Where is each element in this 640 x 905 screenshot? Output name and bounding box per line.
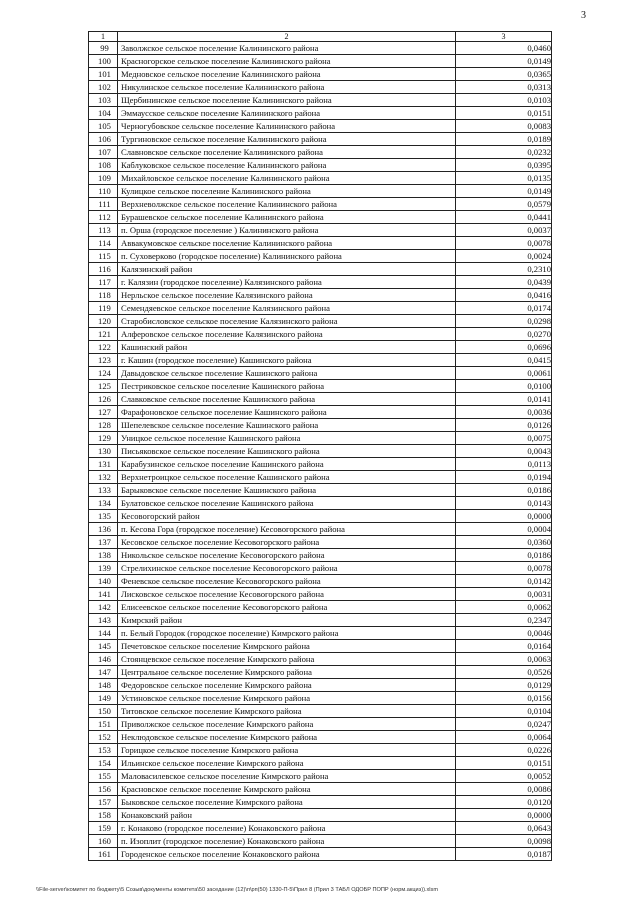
row-number: 133 <box>89 484 118 497</box>
municipality-name: Федоровское сельское поселение Кимрского района <box>118 679 456 692</box>
coefficient-value: 0,0046 <box>456 627 552 640</box>
coefficient-value: 0,0186 <box>456 549 552 562</box>
row-number: 142 <box>89 601 118 614</box>
table-row <box>89 224 552 237</box>
municipality-name: Титовское сельское поселение Кимрского района <box>118 705 456 718</box>
row-number: 138 <box>89 549 118 562</box>
table-row <box>89 757 552 770</box>
header-col-3: 3 <box>456 32 552 42</box>
row-number: 110 <box>89 185 118 198</box>
municipality-name: Семендяевское сельское поселение Калязинского района <box>118 302 456 315</box>
table-row <box>89 341 552 354</box>
row-number: 123 <box>89 354 118 367</box>
row-number: 155 <box>89 770 118 783</box>
municipality-name: Маловасилевское сельское поселение Кимрского района <box>118 770 456 783</box>
municipality-name: Лисковское сельское поселение Кесовогорского района <box>118 588 456 601</box>
municipality-name: Тургиновское сельское поселение Калининского района <box>118 133 456 146</box>
municipality-name: Старобисловское сельское поселение Калязинского района <box>118 315 456 328</box>
row-number: 132 <box>89 471 118 484</box>
page-number: 3 <box>581 10 586 21</box>
coefficient-value: 0,2347 <box>456 614 552 627</box>
municipality-name: Стрелихинское сельское поселение Кесовогорского района <box>118 562 456 575</box>
row-number: 126 <box>89 393 118 406</box>
municipality-name: Щербининское сельское поселение Калининского района <box>118 94 456 107</box>
row-number: 117 <box>89 276 118 289</box>
row-number: 105 <box>89 120 118 133</box>
row-number: 139 <box>89 562 118 575</box>
coefficient-value: 0,0270 <box>456 328 552 341</box>
row-number: 130 <box>89 445 118 458</box>
coefficient-value: 0,0151 <box>456 757 552 770</box>
row-number: 108 <box>89 159 118 172</box>
table-row <box>89 458 552 471</box>
municipality-name: Центральное сельское поселение Кимрского района <box>118 666 456 679</box>
table-row <box>89 211 552 224</box>
coefficient-value: 0,0086 <box>456 783 552 796</box>
coefficient-value: 0,0031 <box>456 588 552 601</box>
row-number: 158 <box>89 809 118 822</box>
coefficient-value: 0,2310 <box>456 263 552 276</box>
coefficient-value: 0,0232 <box>456 146 552 159</box>
municipality-name: п. Орша (городское поселение ) Калининского района <box>118 224 456 237</box>
coefficient-value: 0,0187 <box>456 848 552 861</box>
table-row <box>89 640 552 653</box>
row-number: 135 <box>89 510 118 523</box>
municipality-name: Никольское сельское поселение Кесовогорского района <box>118 549 456 562</box>
coefficient-value: 0,0149 <box>456 55 552 68</box>
table-row <box>89 133 552 146</box>
table-row <box>89 679 552 692</box>
municipality-name: Шепелевское сельское поселение Кашинского района <box>118 419 456 432</box>
row-number: 114 <box>89 237 118 250</box>
row-number: 112 <box>89 211 118 224</box>
municipality-name: Славновское сельское поселение Калининского района <box>118 146 456 159</box>
table-row <box>89 588 552 601</box>
row-number: 145 <box>89 640 118 653</box>
table-row <box>89 172 552 185</box>
coefficient-value: 0,0441 <box>456 211 552 224</box>
coefficient-value: 0,0061 <box>456 367 552 380</box>
row-number: 101 <box>89 68 118 81</box>
coefficient-value: 0,0415 <box>456 354 552 367</box>
table-row <box>89 627 552 640</box>
table-row <box>89 406 552 419</box>
municipality-name: Уницкое сельское поселение Кашинского района <box>118 432 456 445</box>
coefficient-value: 0,0298 <box>456 315 552 328</box>
coefficient-value: 0,0024 <box>456 250 552 263</box>
coefficient-value: 0,0075 <box>456 432 552 445</box>
coefficient-value: 0,0247 <box>456 718 552 731</box>
municipality-name: Елисеевское сельское поселение Кесовогорского района <box>118 601 456 614</box>
coefficient-value: 0,0098 <box>456 835 552 848</box>
municipality-name: Михайловское сельское поселение Калининского района <box>118 172 456 185</box>
coefficient-value: 0,0037 <box>456 224 552 237</box>
coefficient-value: 0,0129 <box>456 679 552 692</box>
coefficient-value: 0,0151 <box>456 107 552 120</box>
municipality-name: г. Конаково (городское поселение) Конаковского района <box>118 822 456 835</box>
coefficient-value: 0,0186 <box>456 484 552 497</box>
municipality-name: Никулинское сельское поселение Калининского района <box>118 81 456 94</box>
coefficient-value: 0,0143 <box>456 497 552 510</box>
row-number: 102 <box>89 81 118 94</box>
row-number: 129 <box>89 432 118 445</box>
table-row <box>89 848 552 861</box>
coefficient-value: 0,0083 <box>456 120 552 133</box>
coefficient-value: 0,0174 <box>456 302 552 315</box>
table-row <box>89 81 552 94</box>
row-number: 100 <box>89 55 118 68</box>
municipality-name: Горицкое сельское поселение Кимрского района <box>118 744 456 757</box>
municipality-name: Кулицкое сельское поселение Калининского района <box>118 185 456 198</box>
table-row <box>89 822 552 835</box>
municipality-name: Каблуковское сельское поселение Калининского района <box>118 159 456 172</box>
row-number: 136 <box>89 523 118 536</box>
municipality-name: Приволжское сельское поселение Кимрского района <box>118 718 456 731</box>
table-row <box>89 601 552 614</box>
coefficient-value: 0,0120 <box>456 796 552 809</box>
row-number: 125 <box>89 380 118 393</box>
coefficient-value: 0,0004 <box>456 523 552 536</box>
row-number: 116 <box>89 263 118 276</box>
table-row <box>89 250 552 263</box>
municipality-name: Кесовское сельское поселение Кесовогорского района <box>118 536 456 549</box>
coefficient-value: 0,0104 <box>456 705 552 718</box>
row-number: 104 <box>89 107 118 120</box>
municipality-name: Красногорское сельское поселение Калининского района <box>118 55 456 68</box>
table-row <box>89 237 552 250</box>
row-number: 109 <box>89 172 118 185</box>
municipality-name: Бурашевское сельское поселение Калининского района <box>118 211 456 224</box>
coefficient-value: 0,0078 <box>456 562 552 575</box>
file-path-footer: \\File-server\комитет по бюджету\5 Созыв\документы комитета\50 заседание (12)\п\рп(50) 1330-П-5\Прил 8 (Прил 3 ТАБЛ ОДОБР ПОПР (норм.акциз)).xlsm <box>36 887 439 893</box>
coefficient-value: 0,0395 <box>456 159 552 172</box>
table-row <box>89 653 552 666</box>
table-row <box>89 497 552 510</box>
table-row <box>89 705 552 718</box>
municipality-name: г. Калязин (городское поселение) Калязинского района <box>118 276 456 289</box>
coefficient-value: 0,0100 <box>456 380 552 393</box>
row-number: 131 <box>89 458 118 471</box>
coefficient-value: 0,0135 <box>456 172 552 185</box>
table-row <box>89 783 552 796</box>
row-number: 140 <box>89 575 118 588</box>
municipality-name: п. Кесова Гора (городское поселение) Кесовогорского района <box>118 523 456 536</box>
row-number: 118 <box>89 289 118 302</box>
coefficient-value: 0,0141 <box>456 393 552 406</box>
row-number: 121 <box>89 328 118 341</box>
row-number: 124 <box>89 367 118 380</box>
municipality-name: Неклюдовское сельское поселение Кимрского района <box>118 731 456 744</box>
table-row <box>89 55 552 68</box>
row-number: 161 <box>89 848 118 861</box>
table-row <box>89 94 552 107</box>
table-row <box>89 575 552 588</box>
coefficient-value: 0,0579 <box>456 198 552 211</box>
table-row <box>89 276 552 289</box>
table-row <box>89 523 552 536</box>
coefficient-value: 0,0149 <box>456 185 552 198</box>
municipality-name: Аввакумовское сельское поселение Калининского района <box>118 237 456 250</box>
municipality-name: Медновское сельское поселение Калининского района <box>118 68 456 81</box>
coefficient-value: 0,0416 <box>456 289 552 302</box>
table-row <box>89 185 552 198</box>
table-row <box>89 289 552 302</box>
municipality-name: г. Кашин (городское поселение) Кашинского района <box>118 354 456 367</box>
coefficient-value: 0,0000 <box>456 510 552 523</box>
municipality-name: Черногубовское сельское поселение Калининского района <box>118 120 456 133</box>
table-row <box>89 770 552 783</box>
table-row <box>89 354 552 367</box>
table-row <box>89 692 552 705</box>
municipality-name: Булатовское сельское поселение Кашинского района <box>118 497 456 510</box>
row-number: 153 <box>89 744 118 757</box>
coefficient-value: 0,0052 <box>456 770 552 783</box>
row-number: 134 <box>89 497 118 510</box>
municipality-name: Карабузинское сельское поселение Кашинского района <box>118 458 456 471</box>
coefficient-value: 0,0000 <box>456 809 552 822</box>
table-row <box>89 549 552 562</box>
table-row <box>89 159 552 172</box>
table-row <box>89 315 552 328</box>
municipality-name: Алферовское сельское поселение Калязинского района <box>118 328 456 341</box>
row-number: 152 <box>89 731 118 744</box>
coefficient-value: 0,0126 <box>456 419 552 432</box>
row-number: 141 <box>89 588 118 601</box>
table-row <box>89 510 552 523</box>
table-row <box>89 809 552 822</box>
row-number: 144 <box>89 627 118 640</box>
table-row <box>89 484 552 497</box>
coefficient-value: 0,0643 <box>456 822 552 835</box>
coefficient-value: 0,0365 <box>456 68 552 81</box>
municipality-name: п. Белый Городок (городское поселение) Кимрского района <box>118 627 456 640</box>
table-row <box>89 198 552 211</box>
table-row <box>89 328 552 341</box>
row-number: 119 <box>89 302 118 315</box>
coefficient-value: 0,0526 <box>456 666 552 679</box>
municipality-name: Красновское сельское поселение Кимрского района <box>118 783 456 796</box>
table-row <box>89 471 552 484</box>
municipality-name: Быковское сельское поселение Кимрского района <box>118 796 456 809</box>
row-number: 103 <box>89 94 118 107</box>
municipality-name: п. Суховерково (городское поселение) Калининского района <box>118 250 456 263</box>
coefficient-value: 0,0113 <box>456 458 552 471</box>
row-number: 111 <box>89 198 118 211</box>
municipality-name: Кимрский район <box>118 614 456 627</box>
municipality-name: Кесовогорский район <box>118 510 456 523</box>
coefficient-value: 0,0194 <box>456 471 552 484</box>
coefficient-value: 0,0036 <box>456 406 552 419</box>
municipality-name: Устиновское сельское поселение Кимрского района <box>118 692 456 705</box>
coefficient-value: 0,0063 <box>456 653 552 666</box>
table-row <box>89 445 552 458</box>
coefficient-value: 0,0360 <box>456 536 552 549</box>
row-number: 147 <box>89 666 118 679</box>
municipality-name: Конаковский район <box>118 809 456 822</box>
table-row <box>89 796 552 809</box>
coefficient-value: 0,0078 <box>456 237 552 250</box>
row-number: 157 <box>89 796 118 809</box>
table-row <box>89 380 552 393</box>
coefficient-value: 0,0439 <box>456 276 552 289</box>
table-row <box>89 263 552 276</box>
coefficient-value: 0,0313 <box>456 81 552 94</box>
row-number: 115 <box>89 250 118 263</box>
data-table <box>88 31 552 861</box>
table-row <box>89 744 552 757</box>
table-header-row <box>89 32 552 42</box>
table-row <box>89 419 552 432</box>
municipality-name: Пестриковское сельское поселение Кашинского района <box>118 380 456 393</box>
municipality-name: Славковское сельское поселение Кашинского района <box>118 393 456 406</box>
table-row <box>89 393 552 406</box>
municipality-name: п. Изоплит (городское поселение) Конаковского района <box>118 835 456 848</box>
table-row <box>89 302 552 315</box>
coefficient-value: 0,0696 <box>456 341 552 354</box>
coefficient-value: 0,0062 <box>456 601 552 614</box>
municipality-name: Давыдовское сельское поселение Кашинского района <box>118 367 456 380</box>
table-row <box>89 107 552 120</box>
coefficient-value: 0,0064 <box>456 731 552 744</box>
coefficient-value: 0,0189 <box>456 133 552 146</box>
row-number: 146 <box>89 653 118 666</box>
coefficient-value: 0,0226 <box>456 744 552 757</box>
municipality-name: Барыковское сельское поселение Кашинского района <box>118 484 456 497</box>
table-row <box>89 835 552 848</box>
row-number: 159 <box>89 822 118 835</box>
row-number: 143 <box>89 614 118 627</box>
table-row <box>89 562 552 575</box>
municipality-name: Письяковское сельское поселение Кашинского района <box>118 445 456 458</box>
municipality-name: Калязинский район <box>118 263 456 276</box>
municipality-name: Городенское сельское поселение Конаковского района <box>118 848 456 861</box>
municipality-name: Эммаусское сельское поселение Калининского района <box>118 107 456 120</box>
row-number: 154 <box>89 757 118 770</box>
coefficient-value: 0,0156 <box>456 692 552 705</box>
table-row <box>89 120 552 133</box>
row-number: 156 <box>89 783 118 796</box>
table-row <box>89 614 552 627</box>
municipality-name: Ильинское сельское поселение Кимрского района <box>118 757 456 770</box>
municipality-name: Стоянцевское сельское поселение Кимрского района <box>118 653 456 666</box>
municipality-name: Заволжское сельское поселение Калининского района <box>118 42 456 55</box>
table-row <box>89 731 552 744</box>
table-row <box>89 146 552 159</box>
coefficient-value: 0,0460 <box>456 42 552 55</box>
row-number: 149 <box>89 692 118 705</box>
row-number: 137 <box>89 536 118 549</box>
row-number: 150 <box>89 705 118 718</box>
municipality-name: Кашинский район <box>118 341 456 354</box>
row-number: 107 <box>89 146 118 159</box>
row-number: 160 <box>89 835 118 848</box>
row-number: 113 <box>89 224 118 237</box>
row-number: 122 <box>89 341 118 354</box>
municipality-name: Верхневолжское сельское поселение Калининского района <box>118 198 456 211</box>
municipality-name: Печетовское сельское поселение Кимрского района <box>118 640 456 653</box>
row-number: 128 <box>89 419 118 432</box>
header-col-2: 2 <box>118 32 456 42</box>
row-number: 151 <box>89 718 118 731</box>
coefficient-value: 0,0043 <box>456 445 552 458</box>
table-row <box>89 367 552 380</box>
table-row <box>89 42 552 55</box>
row-number: 148 <box>89 679 118 692</box>
coefficient-value: 0,0142 <box>456 575 552 588</box>
table-row <box>89 68 552 81</box>
header-col-1: 1 <box>89 32 118 42</box>
municipality-name: Нерльское сельское поселение Калязинского района <box>118 289 456 302</box>
row-number: 127 <box>89 406 118 419</box>
table-row <box>89 666 552 679</box>
coefficient-value: 0,0103 <box>456 94 552 107</box>
table-row <box>89 536 552 549</box>
table-row <box>89 432 552 445</box>
municipality-name: Феневское сельское поселение Кесовогорского района <box>118 575 456 588</box>
row-number: 120 <box>89 315 118 328</box>
coefficient-value: 0,0164 <box>456 640 552 653</box>
row-number: 99 <box>89 42 118 55</box>
table-row <box>89 718 552 731</box>
municipality-name: Фарафоновское сельское поселение Кашинского района <box>118 406 456 419</box>
municipality-name: Верхнетроицкое сельское поселение Кашинского района <box>118 471 456 484</box>
row-number: 106 <box>89 133 118 146</box>
